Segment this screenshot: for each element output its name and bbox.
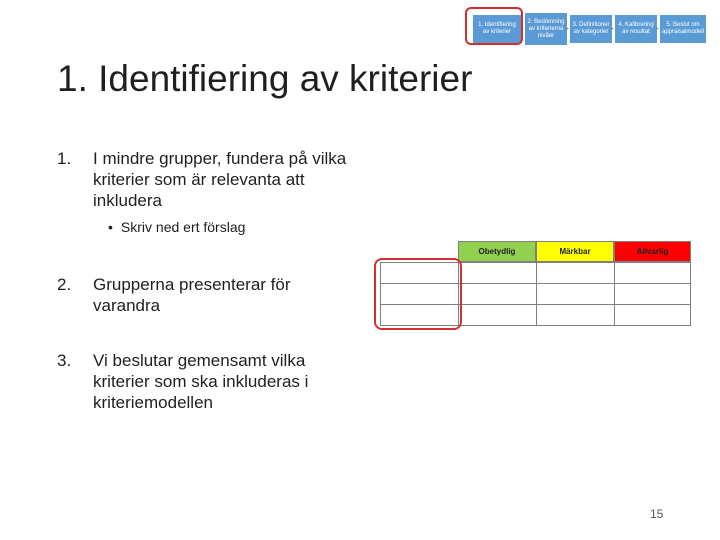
flow-arrow-icon: ▸ (611, 26, 615, 32)
list-number: 2. (57, 275, 72, 294)
table-header-cell: Obetydlig (458, 241, 536, 262)
flow-arrow-icon: ▸ (566, 26, 570, 32)
flow-step-definitions: 3. Definitioner av kategorier (570, 15, 612, 43)
list-text: Vi beslutar gemensamt vilka kriterier som ska inkluderas i kriteriemodellen (93, 351, 309, 412)
process-flow (0, 0, 720, 50)
table-header-cell: Allvarlig (614, 241, 691, 262)
flow-arrow-icon: ▸ (656, 26, 660, 32)
page-number: 15 (650, 507, 664, 521)
table-column-divider (536, 262, 537, 326)
criteria-column-highlight (374, 258, 462, 330)
flow-step-calibration: 4. Kalibrering av resultat (615, 15, 657, 43)
list-text: Grupperna presenterar för varandra (93, 275, 291, 315)
bullet-icon: • (108, 219, 113, 235)
list-number: 1. (57, 149, 72, 168)
slide-title: 1. Identifiering av kriterier (57, 58, 473, 99)
table-header-cell: Märkbar (536, 241, 614, 262)
sub-list-text: Skriv ned ert förslag (120, 219, 246, 235)
flow-step-assessment: 2. Bedömning av kriterierna nivåer (525, 13, 567, 45)
flow-arrow-icon: ▸ (521, 26, 525, 32)
flow-step-identification: 1. Identifiering av kriterier (473, 15, 521, 43)
list-text: I mindre grupper, fundera på vilka kriterier som är relevanta att inkludera (93, 149, 347, 210)
list-number: 3. (57, 351, 72, 370)
current-step-highlight (465, 7, 523, 45)
sub-list-item (108, 218, 245, 236)
table-column-divider (614, 262, 615, 326)
flow-step-decision: 5. Beslut om appraisalmodell (660, 15, 706, 43)
